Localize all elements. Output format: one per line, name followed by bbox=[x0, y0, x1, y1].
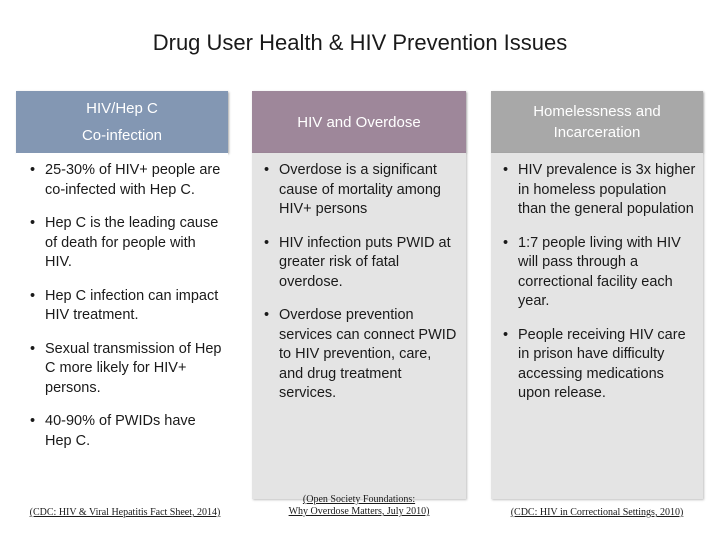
bullet-item: • HIV infection puts PWID at greater risk of fatal overdose. bbox=[264, 234, 451, 290]
column-hiv-overdose-body bbox=[252, 153, 466, 499]
header-line: HIV/Hep C bbox=[86, 100, 158, 117]
bullet-item: • 25-30% of HIV+ people are co-infected with Hep C. bbox=[30, 162, 221, 198]
column-homelessness-body bbox=[491, 153, 703, 499]
bullet-list bbox=[252, 153, 466, 404]
page-title: Drug User Health & HIV Prevention Issues bbox=[152, 30, 568, 55]
source-citation[interactable]: (CDC: HIV in Correctional Settings, 2010) bbox=[510, 507, 684, 518]
bullet-item: • HIV prevalence is 3x higher in homeless population than the general population bbox=[503, 162, 696, 217]
bullet-item: • Overdose prevention services can connect PWID to HIV prevention, care, and drug treatment services. bbox=[264, 307, 457, 401]
bullet-item: • Overdose is a significant cause of mortality among HIV+ persons bbox=[264, 162, 441, 217]
bullet-item: • People receiving HIV care in prison have difficulty accessing medications upon release. bbox=[503, 326, 686, 401]
header-line: Co-infection bbox=[81, 127, 163, 144]
source-citation[interactable]: (CDC: HIV & Viral Hepatitis Fact Sheet, 2014) bbox=[29, 507, 221, 518]
bullet-item: • Hep C infection can impact HIV treatment. bbox=[30, 287, 219, 323]
header-line: HIV and Overdose bbox=[297, 113, 421, 131]
bullet-item: • 1:7 people living with HIV will pass through a correctional facility each year. bbox=[503, 234, 681, 309]
header-hiv-overdose bbox=[252, 91, 466, 153]
header-line: Homelessness and bbox=[533, 103, 661, 120]
source-citation[interactable]: (Open Society Foundations: Why Overdose Matters, July 2010) bbox=[288, 494, 430, 517]
column-hiv-hepc-body bbox=[16, 153, 228, 499]
bullet-item: • Sexual transmission of Hep C more likely for HIV+ persons. bbox=[30, 340, 222, 396]
bullet-item: • Hep C is the leading cause of death for people with HIV. bbox=[30, 215, 219, 270]
header-line: Incarceration bbox=[553, 124, 641, 141]
bullet-list bbox=[16, 153, 228, 451]
bullet-item: • 40-90% of PWIDs have Hep C. bbox=[30, 413, 196, 449]
header-homelessness-incarceration bbox=[491, 91, 703, 153]
header-hiv-hepc bbox=[16, 91, 228, 153]
bullet-list bbox=[491, 153, 703, 404]
